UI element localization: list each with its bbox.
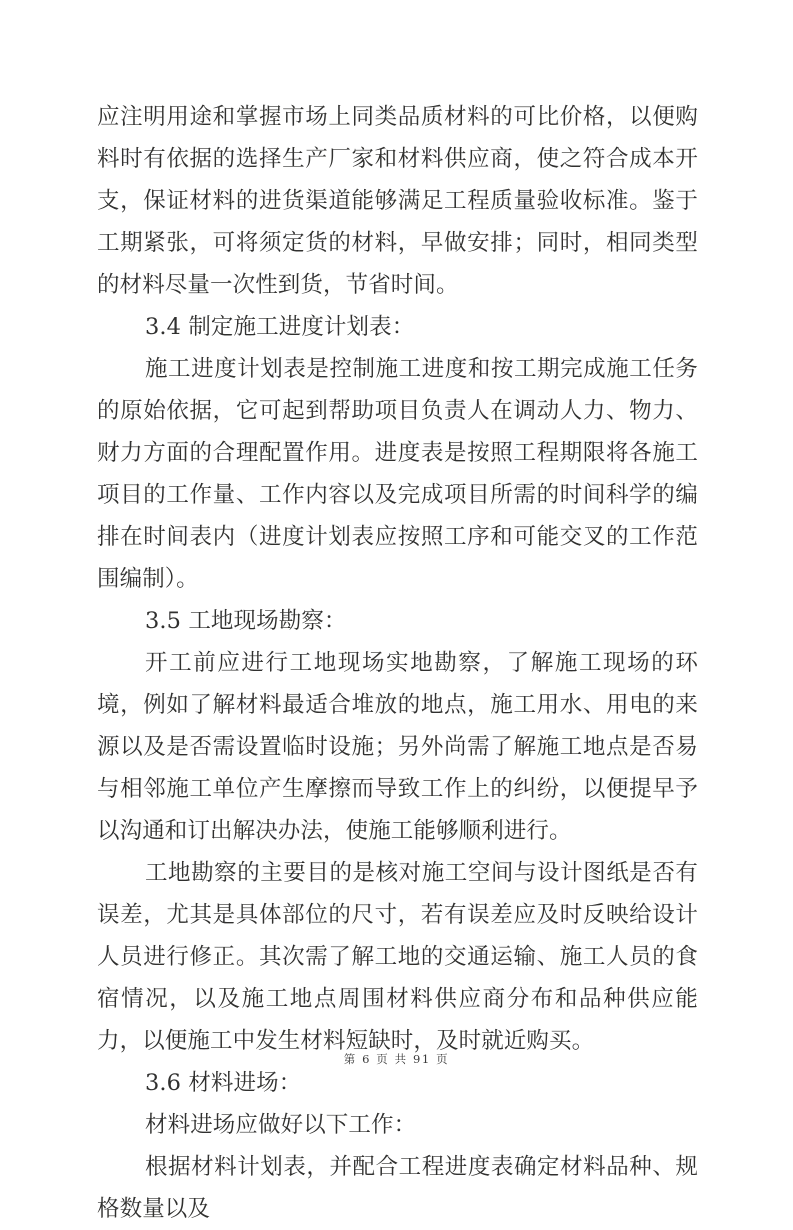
paragraph-continuation: 应注明用途和掌握市场上同类品质材料的可比价格，以便购料时有依据的选择生产厂家和材料供应商，使之符合成本开支，保证材料的进货渠道能够满足工程质量验收标准。鉴于工期紧张，可将须定货的材料，早做安排；同时，相同类型的材料尽量一次性到货，节省时间。 xyxy=(97,104,698,298)
page-number-label: 第 6 页 共 91 页 xyxy=(343,1052,450,1066)
paragraph-3-6-body-1: 材料进场应做好以下工作： xyxy=(145,1112,417,1138)
paragraph-3-4-body: 施工进度计划表是控制施工进度和按工期完成施工任务的原始依据，它可起到帮助项目负责人在调动人力、物力、财力方面的合理配置作用。进度表是按照工程期限将各施工项目的工作量、工作内容以及完成项目所需的时间科学的编排在时间表内（进度计划表应按照工序和可能交叉的工作范围编制）。 xyxy=(97,356,698,592)
heading-3-4: 3.4 制定施工进度计划表： xyxy=(145,314,415,340)
page-footer xyxy=(0,1050,793,1068)
paragraph-3-5-body-1: 开工前应进行工地现场实地勘察，了解施工现场的环境，例如了解材料最适合堆放的地点，施工用水、用电的来源以及是否需设置临时设施；另外尚需了解施工地点是否易与相邻施工单位产生摩擦而导致工作上的纠纷，以便提早予以沟通和订出解决办法，使施工能够顺利进行。 xyxy=(97,650,698,844)
paragraph-3-5-body-2: 工地勘察的主要目的是核对施工空间与设计图纸是否有误差，尤其是具体部位的尺寸，若有误差应及时反映给设计人员进行修正。其次需了解工地的交通运输、施工人员的食宿情况，以及施工地点周围材料供应商分布和品种供应能力，以便施工中发生材料短缺时，及时就近购买。 xyxy=(97,860,698,1054)
paragraph-3-6-body-2: 根据材料计划表，并配合工程进度表确定材料品种、规格数量以及 xyxy=(97,1154,698,1222)
heading-3-6: 3.6 材料进场： xyxy=(145,1070,302,1096)
heading-3-5: 3.5 工地现场勘察： xyxy=(145,608,347,634)
